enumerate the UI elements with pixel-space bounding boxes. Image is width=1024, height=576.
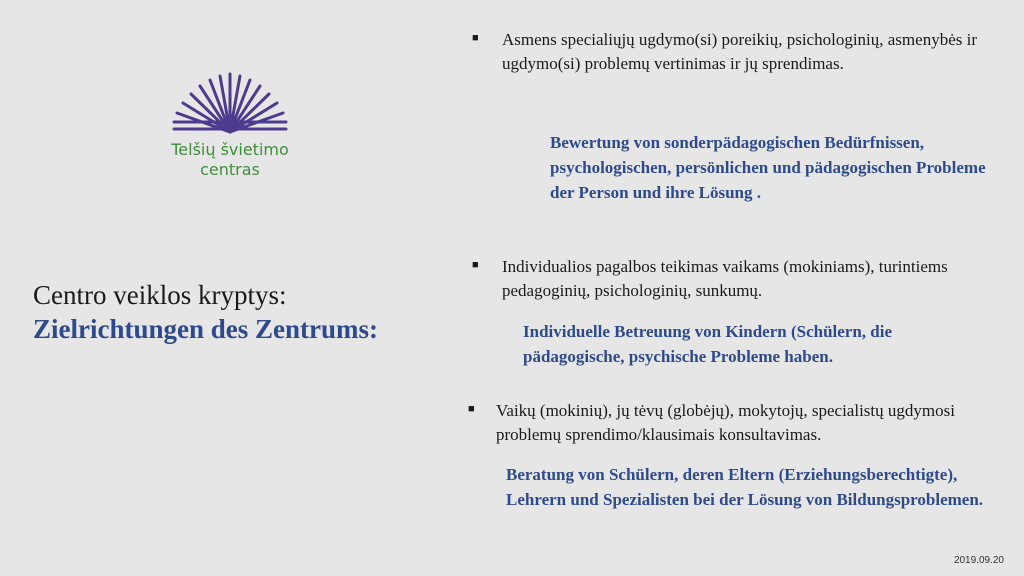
item-de: Beratung von Schülern, deren Eltern (Erziehungsberechtigte), Lehrern und Spezialisten bei der Lösung von Bildungsproblemen. bbox=[506, 465, 984, 509]
bullet-icon: ■ bbox=[472, 32, 479, 44]
logo-text bbox=[160, 140, 300, 180]
logo-line-1: Telšių švietimo bbox=[171, 140, 289, 159]
heading-lt: Centro veiklos kryptys: bbox=[33, 280, 287, 310]
item-lt: Vaikų (mokinių), jų tėvų (globėjų), mokytojų, specialistų ugdymosi problemų sprendimo/klausimais konsultavimas. bbox=[496, 401, 955, 444]
bullet-icon: ■ bbox=[472, 259, 479, 271]
heading-de: Zielrichtungen des Zentrums: bbox=[33, 314, 379, 344]
slide-date: 2019.09.20 bbox=[953, 555, 1004, 566]
item-de: Bewertung von sonderpädagogischen Bedürfnissen, psychologischen, persönlichen und pädagogischen Probleme der Person und ihre Lösung . bbox=[550, 133, 986, 202]
book-rays-icon bbox=[170, 68, 290, 138]
bullet-icon: ■ bbox=[468, 403, 475, 415]
logo bbox=[160, 68, 300, 180]
item-de: Individuelle Betreuung von Kindern (Schülern, die pädagogische, psychische Probleme haben. bbox=[523, 322, 893, 366]
item-lt: Asmens specialiųjų ugdymo(si) poreikių, psichologinių, asmenybės ir ugdymo(si) problemų vertinimas ir jų sprendimas. bbox=[502, 30, 977, 73]
item-lt: Individualios pagalbos teikimas vaikams (mokiniams), turintiems pedagoginių, psichologinių, sunkumų. bbox=[502, 257, 948, 300]
section-heading bbox=[33, 278, 378, 346]
list-item bbox=[468, 399, 998, 509]
logo-line-2: centras bbox=[200, 160, 260, 179]
list-item bbox=[472, 28, 992, 202]
list-item bbox=[472, 255, 992, 366]
